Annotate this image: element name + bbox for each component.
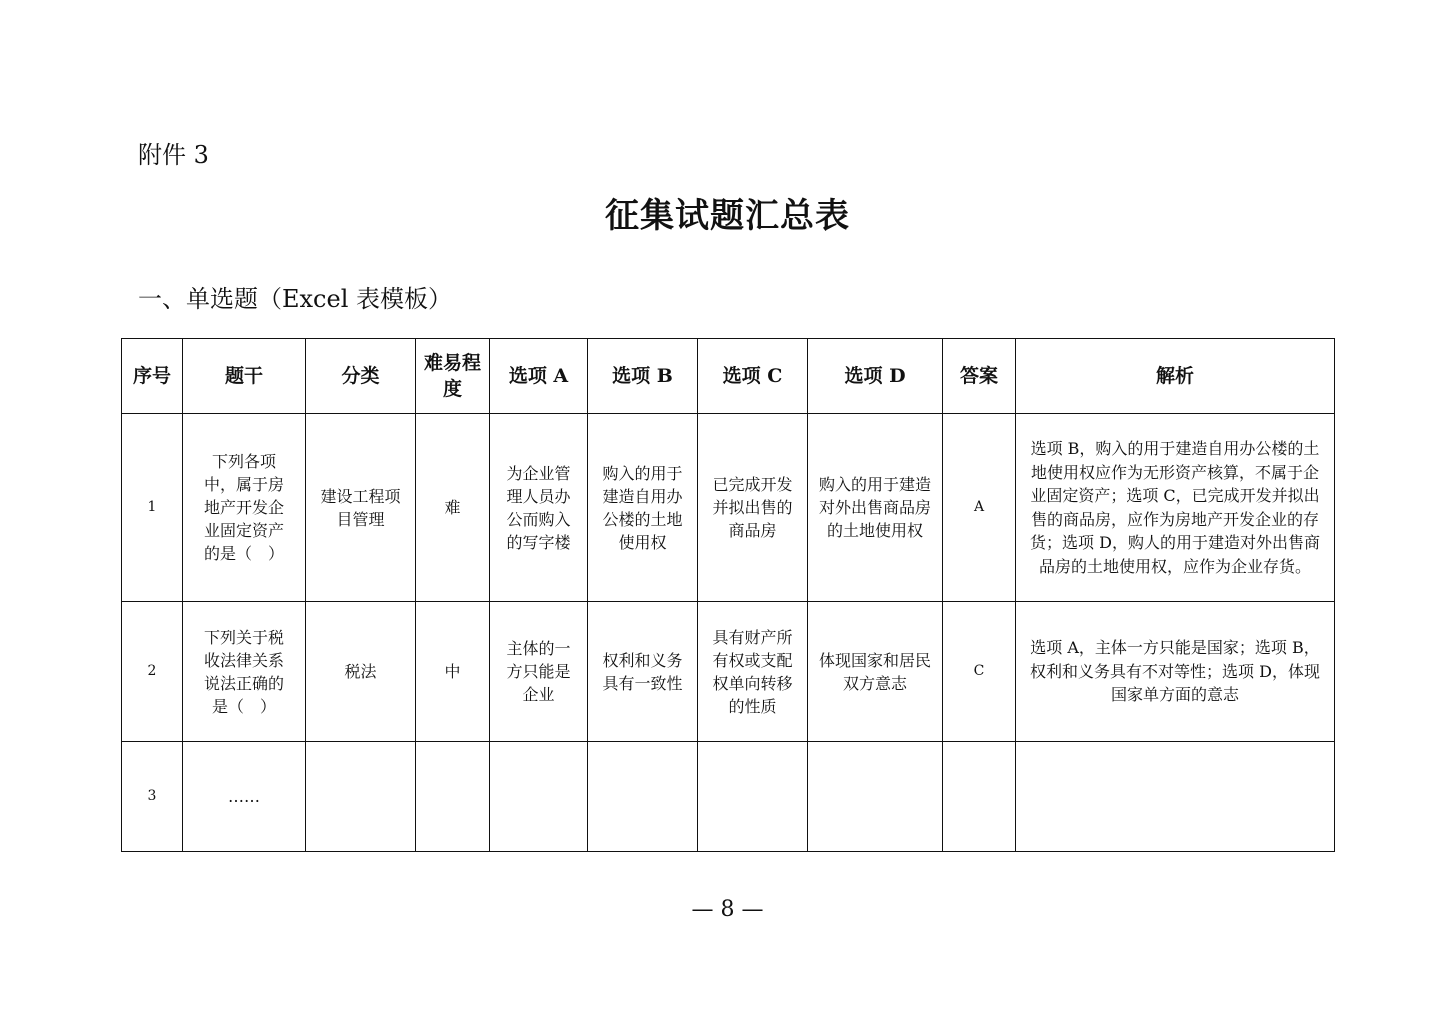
cell-difficulty: 中 xyxy=(416,602,490,742)
header-option-b: 选项 B xyxy=(588,339,698,414)
cell-option-d: 购入的用于建造对外出售商品房的土地使用权 xyxy=(808,414,943,602)
cell-category xyxy=(306,742,416,852)
page-title: 征集试题汇总表 xyxy=(605,196,850,236)
header-option-c: 选项 C xyxy=(698,339,808,414)
question-table xyxy=(121,338,1335,852)
cell-stem: 下列各项中，属于房地产开发企业固定资产的是（ ） xyxy=(183,414,306,602)
cell-analysis xyxy=(1016,742,1335,852)
cell-option-a xyxy=(490,742,588,852)
cell-answer: A xyxy=(943,414,1016,602)
header-seq: 序号 xyxy=(122,339,183,414)
cell-option-d xyxy=(808,742,943,852)
cell-stem: …… xyxy=(183,742,306,852)
page-number: — 8 — xyxy=(691,897,764,922)
cell-difficulty xyxy=(416,742,490,852)
cell-option-c: 已完成开发并拟出售的商品房 xyxy=(698,414,808,602)
header-option-d: 选项 D xyxy=(808,339,943,414)
table-header-row xyxy=(122,339,1335,414)
header-category: 分类 xyxy=(306,339,416,414)
cell-option-a: 为企业管理人员办公而购入的写字楼 xyxy=(490,414,588,602)
cell-option-b: 购入的用于建造自用办公楼的土地使用权 xyxy=(588,414,698,602)
table-row xyxy=(122,414,1335,602)
cell-answer xyxy=(943,742,1016,852)
table-row xyxy=(122,602,1335,742)
table-row xyxy=(122,742,1335,852)
cell-stem: 下列关于税收法律关系说法正确的是（ ） xyxy=(183,602,306,742)
cell-option-c xyxy=(698,742,808,852)
header-stem: 题干 xyxy=(183,339,306,414)
header-option-a: 选项 A xyxy=(490,339,588,414)
cell-difficulty: 难 xyxy=(416,414,490,602)
cell-option-a: 主体的一方只能是企业 xyxy=(490,602,588,742)
cell-analysis: 选项 B，购入的用于建造自用办公楼的土地使用权应作为无形资产核算，不属于企业固定资产；选项 C，已完成开发并拟出售的商品房，应作为房地产开发企业的存货；选项 D，购人的用于建造对外出售商品房的土地使用权，应作为企业存货。 xyxy=(1016,414,1335,602)
header-analysis: 解析 xyxy=(1016,339,1335,414)
section-heading: 一、单选题（Excel 表模板） xyxy=(138,285,453,313)
cell-seq: 3 xyxy=(122,742,183,852)
header-answer: 答案 xyxy=(943,339,1016,414)
cell-option-b: 权利和义务具有一致性 xyxy=(588,602,698,742)
cell-seq: 1 xyxy=(122,414,183,602)
attachment-label: 附件 3 xyxy=(138,141,209,169)
cell-option-b xyxy=(588,742,698,852)
cell-category: 建设工程项目管理 xyxy=(306,414,416,602)
cell-option-d: 体现国家和居民双方意志 xyxy=(808,602,943,742)
cell-seq: 2 xyxy=(122,602,183,742)
cell-category: 税法 xyxy=(306,602,416,742)
cell-answer: C xyxy=(943,602,1016,742)
cell-option-c: 具有财产所有权或支配权单向转移的性质 xyxy=(698,602,808,742)
header-difficulty: 难易程度 xyxy=(416,339,490,414)
cell-analysis: 选项 A，主体一方只能是国家；选项 B，权利和义务具有不对等性；选项 D，体现国家单方面的意志 xyxy=(1016,602,1335,742)
